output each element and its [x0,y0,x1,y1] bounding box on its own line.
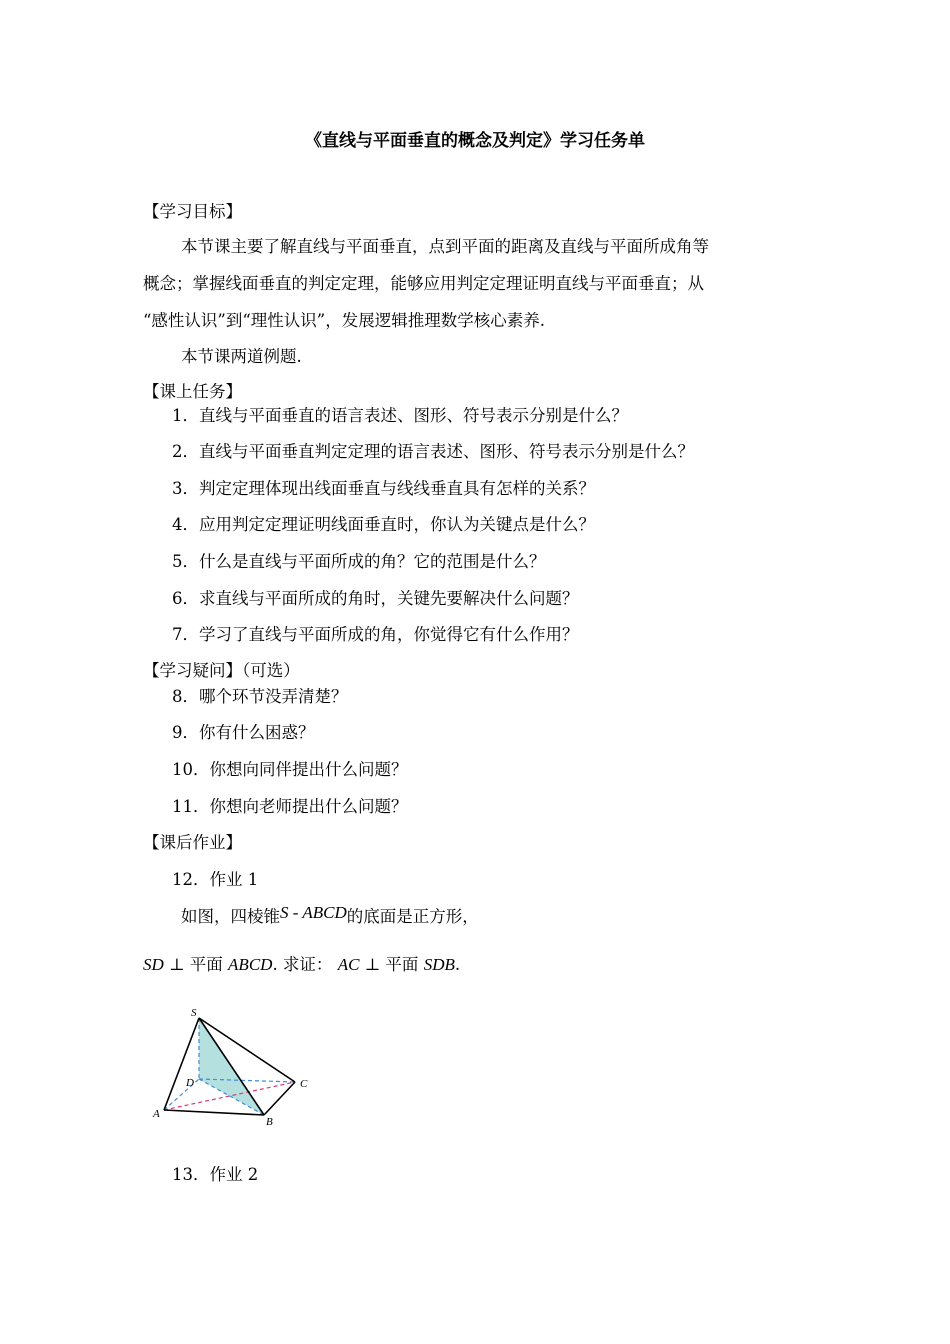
tasks-heading: 【课上任务】 [143,382,242,401]
questions-heading: 【学习疑问】（可选） [143,661,300,680]
question-item: 10．你想向同伴提出什么问题？ [172,760,408,779]
statement-text: . [454,955,461,974]
task-item: 7．学习了直线与平面所成的角，你觉得它有什么作用？ [172,625,579,644]
math-sd: SD [143,955,164,974]
statement-text: 的底面是正方形， [346,907,479,926]
edge-sa [164,1018,199,1110]
edge-bc [264,1082,295,1115]
math-pyramid: S - ABCD [280,903,347,922]
question-item: 9．你有什么困惑？ [172,723,315,742]
task-item: 6．求直线与平面所成的角时，关键先要解决什么问题？ [172,589,579,608]
statement-text: ⊥ 平面 [359,955,424,974]
label-s: S [191,1007,197,1019]
task-item: 2．直线与平面垂直判定定理的语言表述、图形、符号表示分别是什么？ [172,442,694,461]
pyramid-figure [150,1003,320,1129]
task-item: 4．应用判定定理证明线面垂直时，你认为关键点是什么？ [172,515,595,534]
homework-heading: 【课后作业】 [143,833,242,852]
homework-1-statement-line-2 [143,954,460,976]
goals-paragraph-line-3: “感性认识”到“理性认识”，发展逻辑推理数学核心素养. [143,311,545,330]
statement-text: ⊥ 平面 [163,955,229,974]
homework-1-statement-line-1 [181,903,479,928]
document-title: 《直线与平面垂直的概念及判定》学习任务单 [305,131,645,151]
edge-ab [164,1110,264,1115]
question-item: 8．哪个环节没弄清楚？ [172,687,348,706]
task-item: 5．什么是直线与平面所成的角？它的范围是什么？ [172,552,546,571]
statement-text: . 求证： [272,955,338,974]
math-abcd: ABCD [228,955,273,974]
goals-paragraph-line-1: 本节课主要了解直线与平面垂直，点到平面的距离及直线与平面所成角等 [181,237,709,256]
task-item: 1．直线与平面垂直的语言表述、图形、符号表示分别是什么？ [172,406,628,425]
question-item: 11．你想向老师提出什么问题？ [172,797,408,816]
label-a: A [153,1108,160,1120]
statement-text: 如图，四棱锥 [181,907,280,926]
homework-2-label: 13．作业 2 [172,1165,259,1184]
goals-heading: 【学习目标】 [143,202,242,221]
task-item: 3．判定定理体现出线面垂直与线线垂直具有怎样的关系？ [172,479,595,498]
label-d: D [186,1077,194,1089]
label-c: C [300,1078,308,1090]
homework-1-label: 12．作业 1 [172,870,259,889]
label-b: B [266,1116,273,1128]
math-ac: AC [337,955,360,974]
goals-paragraph-line-2: 概念；掌握线面垂直的判定定理，能够应用判定定理证明直线与平面垂直；从 [143,274,704,293]
math-sdb: SDB [423,955,455,974]
goals-paragraph-2: 本节课两道例题. [181,347,302,366]
